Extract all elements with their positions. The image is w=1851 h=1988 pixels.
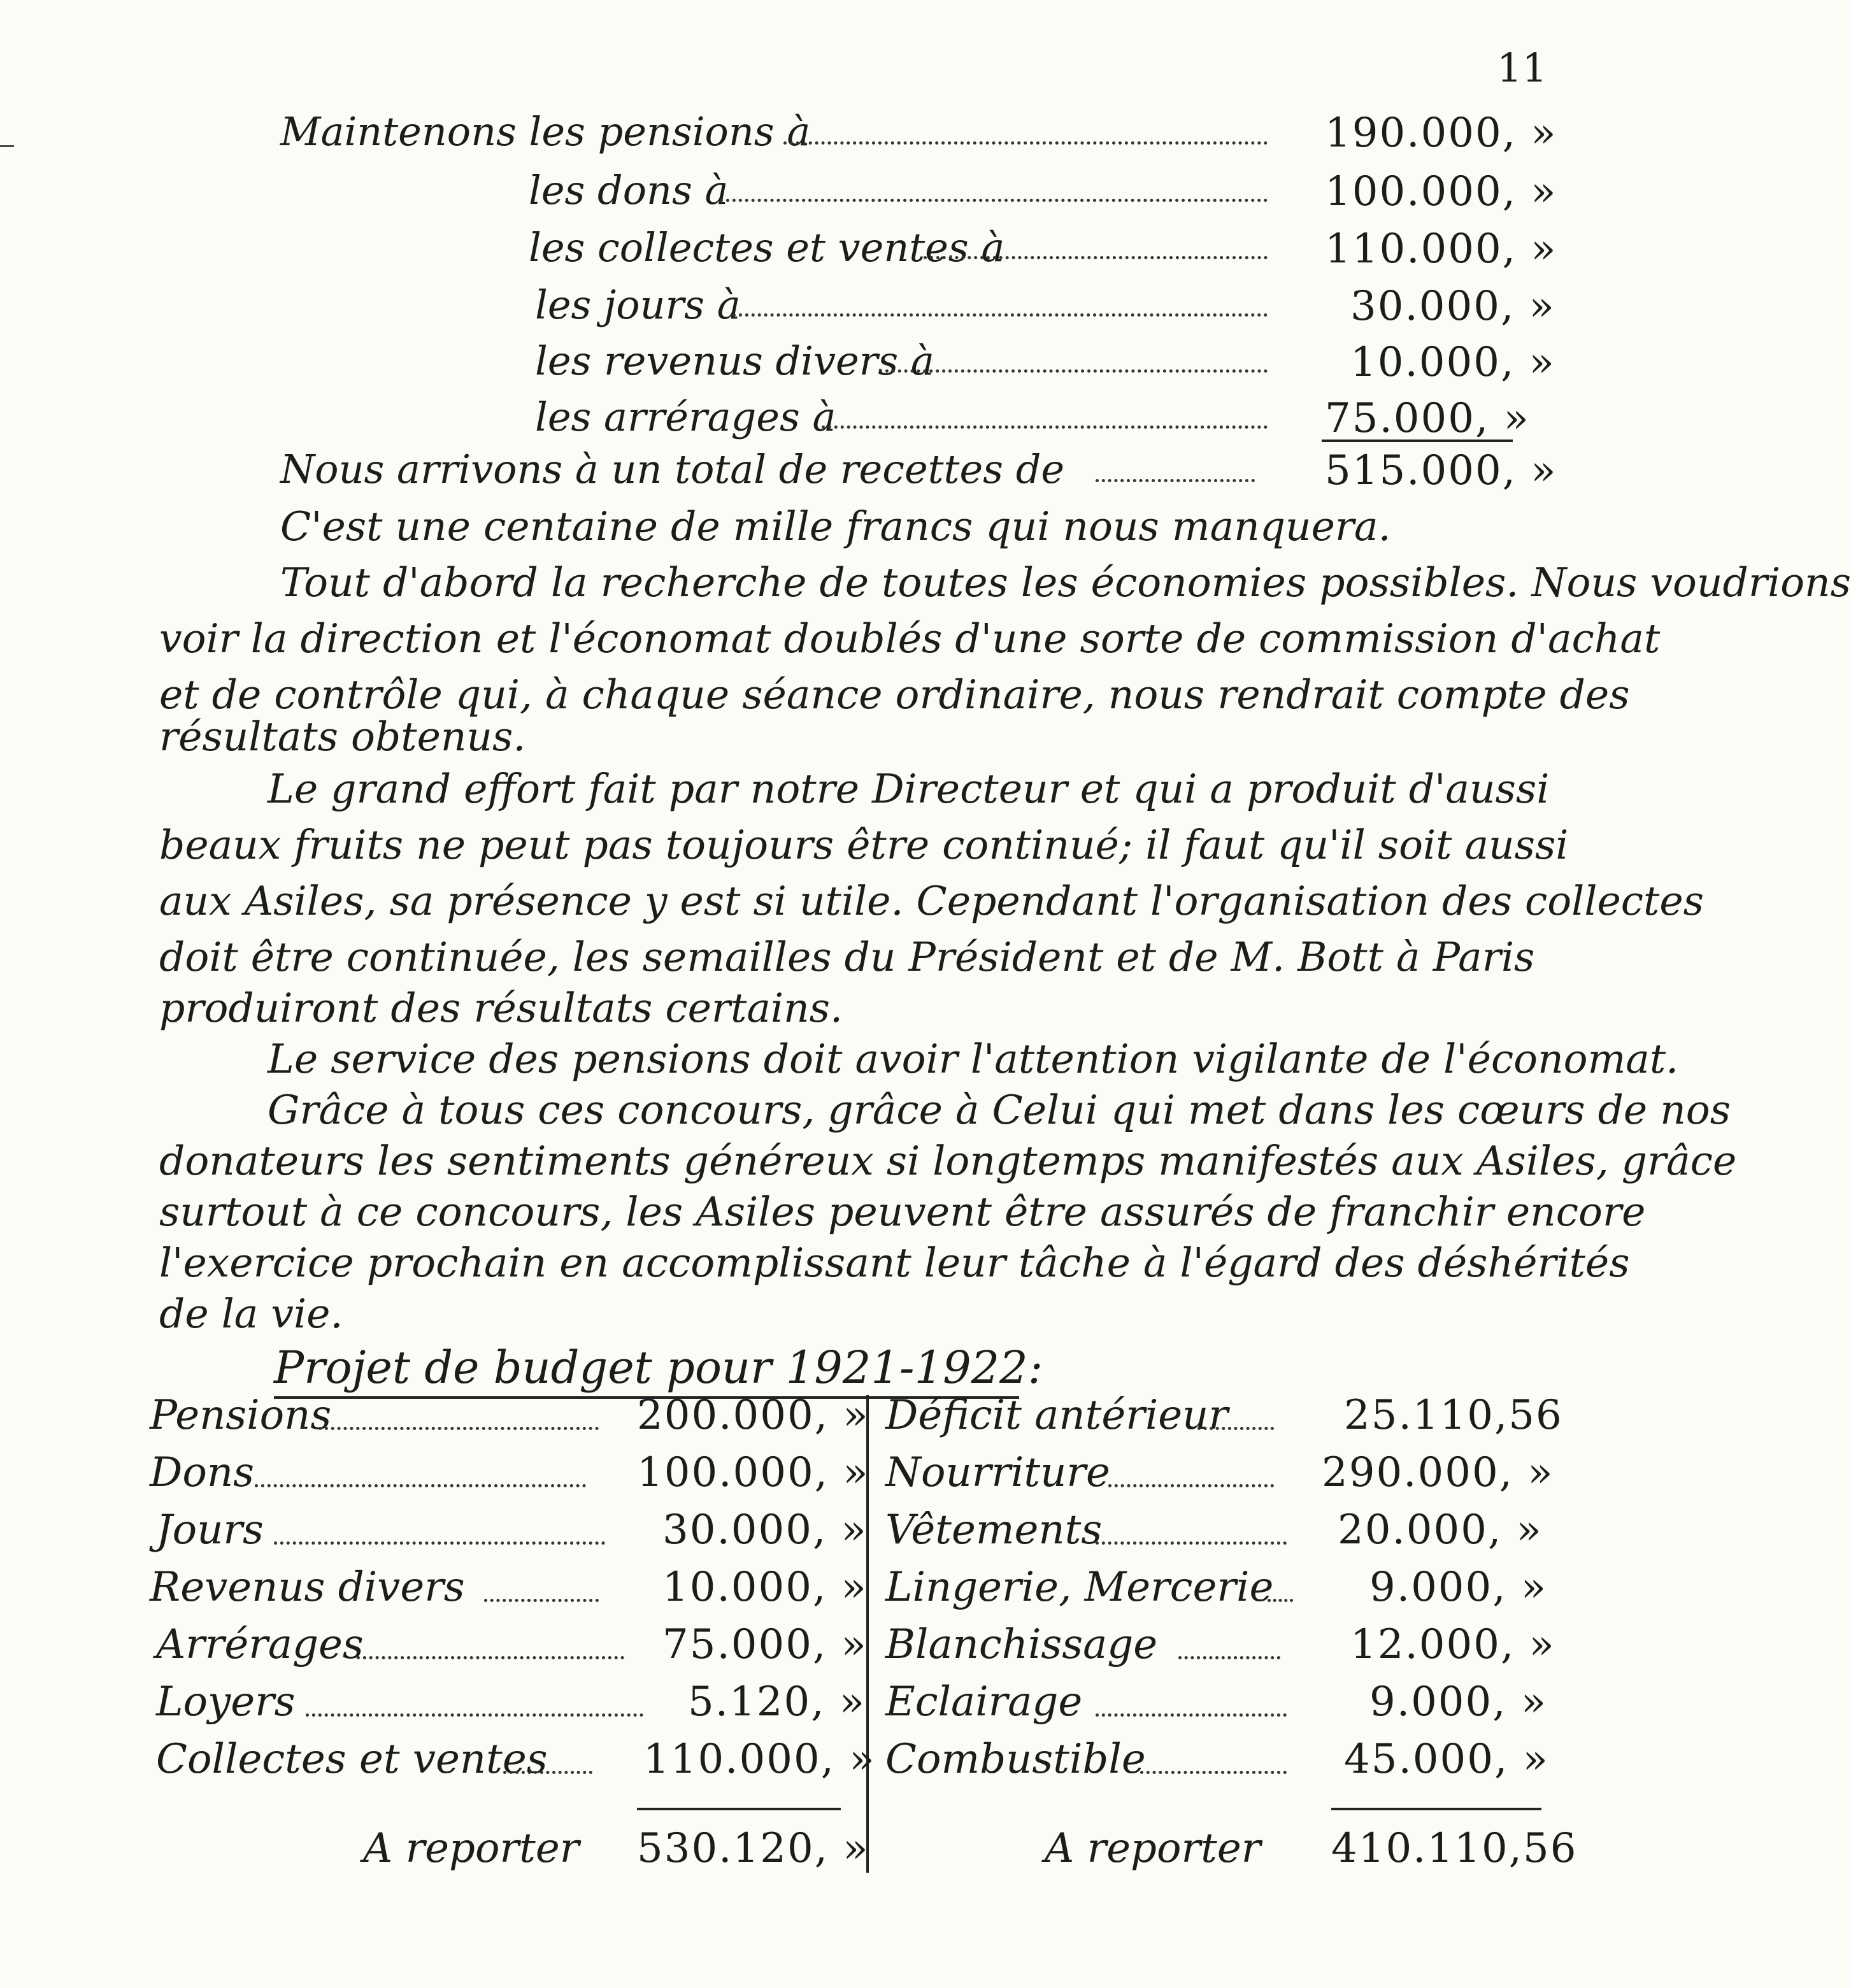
tally-total-label: Nous arrivons à un total de recettes de bbox=[280, 446, 1065, 492]
leader-dots bbox=[720, 199, 1268, 202]
budget-left-value: 100.000, » bbox=[637, 1449, 869, 1496]
budget-right-value: 20.000, » bbox=[1338, 1506, 1543, 1554]
left-sum-rule bbox=[637, 1808, 841, 1810]
tally-label: Maintenons les pensions à bbox=[280, 108, 811, 155]
tally-label: les dons à bbox=[529, 167, 729, 213]
budget-right-label: Combustible bbox=[885, 1736, 1146, 1783]
budget-right-label: Blanchissage bbox=[885, 1621, 1158, 1668]
text-line: surtout à ce concours, les Asiles peuvent être assurés de franchir encore bbox=[159, 1189, 1646, 1235]
budget-right-label: Nourriture bbox=[885, 1449, 1110, 1496]
tally-value: 75.000, » bbox=[1325, 395, 1530, 442]
budget-right-value: 9.000, » bbox=[1369, 1678, 1548, 1726]
leader-dots bbox=[1178, 1656, 1280, 1659]
leader-dots bbox=[255, 1484, 586, 1487]
budget-right-value: 12.000, » bbox=[1350, 1621, 1555, 1668]
leader-dots bbox=[924, 256, 1268, 259]
leader-dots bbox=[1096, 479, 1255, 482]
budget-left-label: Revenus divers bbox=[150, 1564, 465, 1611]
budget-left-value: 110.000, » bbox=[643, 1736, 876, 1783]
leader-dots bbox=[783, 141, 1268, 145]
text-line: de la vie. bbox=[159, 1291, 343, 1337]
budget-right-label: Lingerie, Mercerie bbox=[885, 1564, 1274, 1611]
budget-left-value: 200.000, » bbox=[637, 1392, 869, 1439]
tally-value: 100.000, » bbox=[1325, 168, 1557, 215]
budget-right-value: 25.110,56 bbox=[1344, 1392, 1563, 1439]
tally-label: les collectes et ventes à bbox=[529, 224, 1005, 271]
left-carry-label: A reporter bbox=[363, 1825, 580, 1872]
left-carry-value: 530.120, » bbox=[637, 1825, 869, 1872]
budget-left-value: 75.000, » bbox=[662, 1621, 868, 1668]
sum-rule bbox=[1322, 440, 1513, 442]
tally-value: 190.000, » bbox=[1325, 110, 1557, 157]
right-sum-rule bbox=[1331, 1808, 1541, 1810]
budget-right-label: Vêtements bbox=[885, 1506, 1103, 1554]
leader-dots bbox=[1197, 1427, 1274, 1430]
text-line: Tout d'abord la recherche de toutes les économies possibles. Nous voudrions bbox=[280, 559, 1851, 606]
budget-right-value: 45.000, » bbox=[1344, 1736, 1549, 1783]
leader-dots bbox=[357, 1656, 624, 1659]
tally-total-value: 515.000, » bbox=[1325, 447, 1557, 494]
leader-dots bbox=[274, 1541, 605, 1545]
tally-value: 30.000, » bbox=[1350, 283, 1555, 330]
budget-left-value: 10.000, » bbox=[662, 1564, 868, 1611]
right-carry-value: 410.110,56 bbox=[1331, 1825, 1578, 1872]
text-line: C'est une centaine de mille francs qui nous manquera. bbox=[280, 503, 1391, 550]
tally-value: 10.000, » bbox=[1350, 339, 1555, 386]
budget-left-label: Arrérages bbox=[156, 1621, 364, 1668]
text-line: Le grand effort fait par notre Directeur et qui a produit d'aussi bbox=[268, 766, 1550, 812]
tally-label: les arrérages à bbox=[535, 394, 836, 440]
leader-dots bbox=[1140, 1771, 1287, 1774]
leader-dots bbox=[318, 1427, 599, 1430]
leader-dots bbox=[1096, 1713, 1287, 1717]
text-line: aux Asiles, sa présence y est si utile. Cependant l'organisation des collectes bbox=[159, 878, 1704, 924]
leader-dots bbox=[1268, 1599, 1293, 1602]
budget-left-value: 5.120, » bbox=[688, 1678, 866, 1726]
margin-mark bbox=[0, 145, 14, 147]
text-line: l'exercice prochain en accomplissant leur tâche à l'égard des déshérités bbox=[159, 1240, 1630, 1286]
budget-left-label: Pensions bbox=[150, 1392, 332, 1439]
budget-title: Projet de budget pour 1921-1922: bbox=[274, 1341, 1043, 1394]
leader-dots bbox=[879, 369, 1268, 373]
right-carry-label: A reporter bbox=[1045, 1825, 1261, 1872]
leader-dots bbox=[1096, 1541, 1287, 1545]
text-line: voir la direction et l'économat doublés d'une sorte de commission d'achat bbox=[159, 615, 1661, 662]
budget-right-value: 290.000, » bbox=[1322, 1449, 1554, 1496]
budget-left-label: Dons bbox=[150, 1449, 254, 1496]
text-line: résultats obtenus. bbox=[159, 713, 526, 760]
text-line: produiront des résultats certains. bbox=[159, 985, 843, 1031]
leader-dots bbox=[733, 313, 1268, 317]
text-line: Le service des pensions doit avoir l'attention vigilante de l'économat. bbox=[268, 1036, 1679, 1082]
budget-left-label: Jours bbox=[156, 1506, 264, 1554]
leader-dots bbox=[306, 1713, 643, 1717]
leader-dots bbox=[822, 425, 1268, 429]
text-line: donateurs les sentiments généreux si longtemps manifestés aux Asiles, grâce bbox=[159, 1138, 1737, 1184]
budget-right-label: Eclairage bbox=[885, 1678, 1083, 1726]
text-line: et de contrôle qui, à chaque séance ordinaire, nous rendrait compte des bbox=[159, 671, 1630, 718]
budget-right-label: Déficit antérieur bbox=[885, 1392, 1228, 1439]
budget-left-label: Loyers bbox=[156, 1678, 296, 1726]
leader-dots bbox=[484, 1599, 599, 1602]
text-line: doit être continuée, les semailles du Président et de M. Bott à Paris bbox=[159, 934, 1535, 980]
text-line: Grâce à tous ces concours, grâce à Celui qui met dans les cœurs de nos bbox=[268, 1087, 1731, 1133]
tally-label: les revenus divers à bbox=[535, 338, 934, 384]
text-line: beaux fruits ne peut pas toujours être continué; il faut qu'il soit aussi bbox=[159, 822, 1569, 868]
leader-dots bbox=[503, 1771, 592, 1774]
tally-value: 110.000, » bbox=[1325, 225, 1557, 273]
budget-right-value: 9.000, » bbox=[1369, 1564, 1548, 1611]
tally-label: les jours à bbox=[535, 282, 741, 328]
leader-dots bbox=[1108, 1484, 1274, 1487]
page-number: 11 bbox=[1497, 45, 1547, 91]
budget-left-label: Collectes et ventes bbox=[156, 1736, 548, 1783]
budget-left-value: 30.000, » bbox=[662, 1506, 868, 1554]
